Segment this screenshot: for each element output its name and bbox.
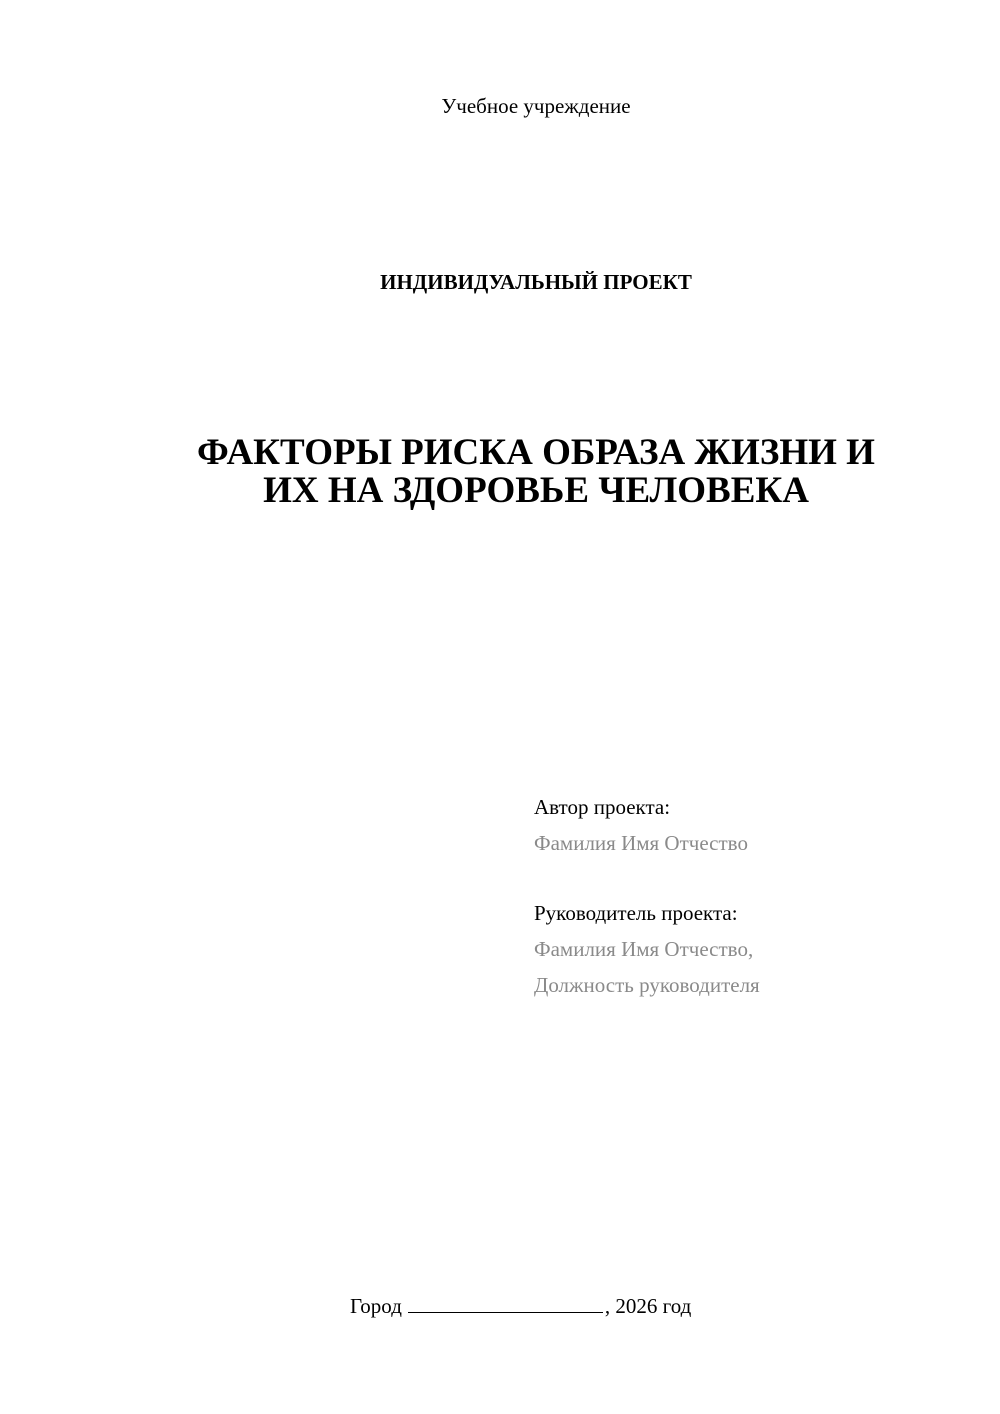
supervisor-label: Руководитель проекта: — [534, 901, 738, 925]
author-label: Автор проекта: — [534, 795, 671, 819]
supervisor-position-placeholder: Должность руководителя — [534, 973, 760, 997]
project-title — [100, 434, 972, 510]
block-spacer — [534, 861, 974, 895]
supervisor-name-placeholder: Фамилия Имя Отчество, — [534, 937, 754, 961]
author-name-placeholder: Фамилия Имя Отчество — [534, 831, 748, 855]
project-title-line-1: ФАКТОРЫ РИСКА ОБРАЗА ЖИЗНИ И — [197, 432, 875, 473]
footer-city: Город — [350, 1294, 402, 1318]
project-title-line-2: ИХ НА ЗДОРОВЬЕ ЧЕЛОВЕКА — [263, 470, 809, 511]
author-block — [534, 789, 974, 1003]
institution-name: Учебное учреждение — [441, 94, 631, 118]
footer-year: , 2026 год — [604, 1294, 692, 1318]
footer-city-year — [350, 1290, 810, 1321]
project-type-heading: ИНДИВИДУАЛЬНЫЙ ПРОЕКТ — [380, 270, 692, 294]
city-blank-line — [408, 1290, 603, 1313]
